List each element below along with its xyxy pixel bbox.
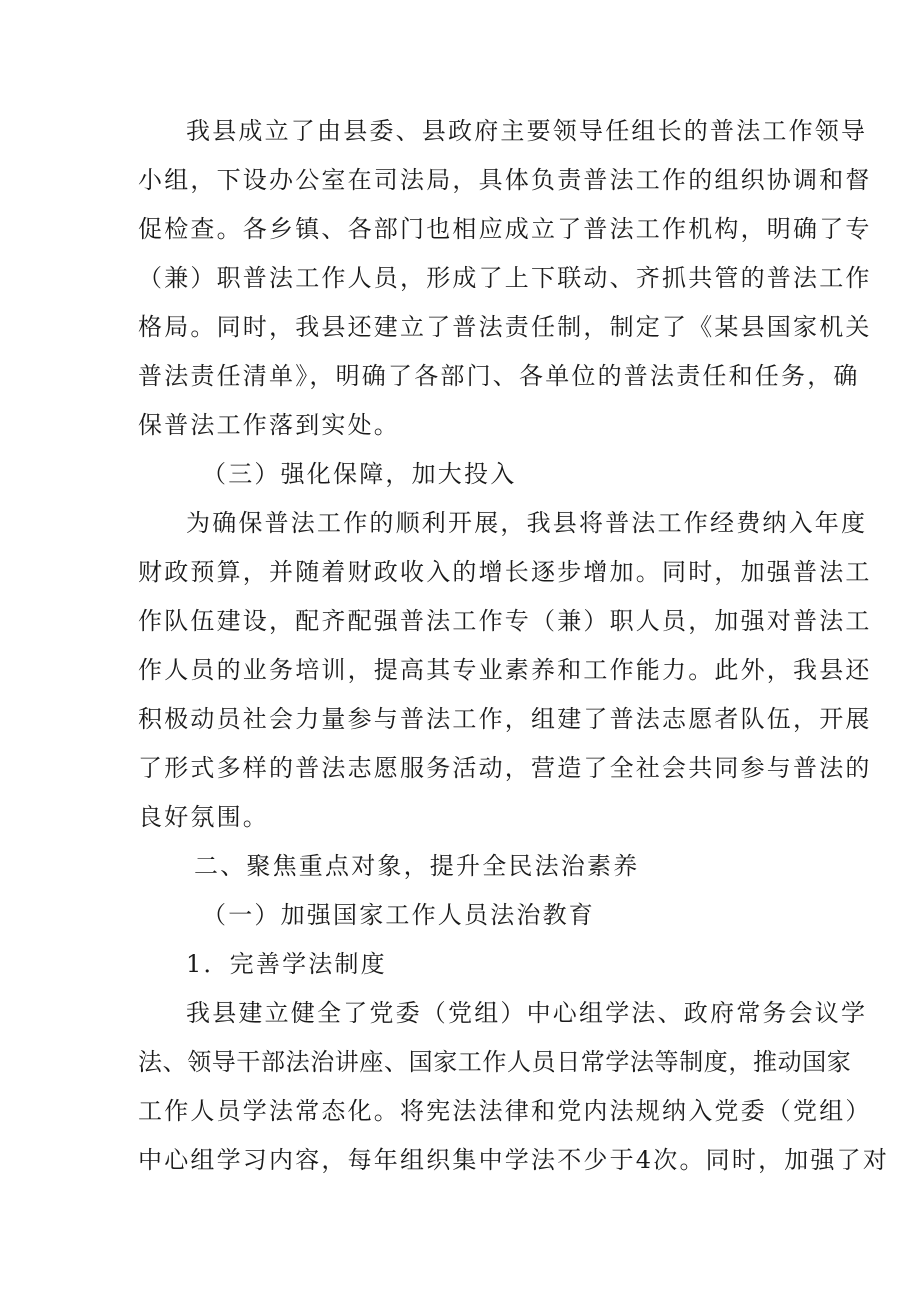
paragraph-line: （兼）职普法工作人员，形成了上下联动、齐抓共管的普法工作 xyxy=(138,264,872,292)
paragraph-line: 财政预算，并随着财政收入的增长逐步增加。同时，加强普法工 xyxy=(138,558,872,586)
paragraph-line: 作队伍建设，配齐配强普法工作专（兼）职人员，加强对普法工 xyxy=(138,607,872,635)
chapter-heading: 二、聚焦重点对象，提升全民法治素养 xyxy=(194,852,640,880)
section-heading: （三）强化保障，加大投入 xyxy=(202,460,517,488)
subsection-heading: 1．完善学法制度 xyxy=(186,950,387,978)
paragraph-line: 了形式多样的普法志愿服务活动，营造了全社会共同参与普法的 xyxy=(138,754,872,782)
paragraph-line: 保普法工作落到实处。 xyxy=(138,411,400,439)
paragraph-line: 工作人员学法常态化。将宪法法律和党内法规纳入党委（党组） xyxy=(138,1097,872,1125)
paragraph-line: 积极动员社会力量参与普法工作，组建了普法志愿者队伍，开展 xyxy=(138,705,872,733)
paragraph-line: 格局。同时，我县还建立了普法责任制，制定了《某县国家机关 xyxy=(138,313,872,341)
paragraph-line: 小组，下设办公室在司法局，具体负责普法工作的组织协调和督 xyxy=(138,166,872,194)
paragraph-line: 我县建立健全了党委（党组）中心组学法、政府常务会议学 xyxy=(186,999,868,1027)
section-heading: （一）加强国家工作人员法治教育 xyxy=(202,901,595,929)
paragraph-line: 普法责任清单》，明确了各部门、各单位的普法责任和任务，确 xyxy=(138,362,860,390)
paragraph-line: 法、领导干部法治讲座、国家工作人员日常学法等制度，推动国家 xyxy=(138,1048,852,1076)
paragraph-line: 中心组学习内容，每年组织集中学法不少于4次。同时，加强了对 xyxy=(138,1146,890,1174)
paragraph-line: 作人员的业务培训，提高其专业素养和工作能力。此外，我县还 xyxy=(138,656,872,684)
paragraph-line: 为确保普法工作的顺利开展，我县将普法工作经费纳入年度 xyxy=(186,509,868,537)
paragraph-line: 促检查。各乡镇、各部门也相应成立了普法工作机构，明确了专 xyxy=(138,215,872,243)
paragraph-line: 良好氛围。 xyxy=(138,803,269,831)
paragraph-line: 我县成立了由县委、县政府主要领导任组长的普法工作领导 xyxy=(186,117,868,145)
